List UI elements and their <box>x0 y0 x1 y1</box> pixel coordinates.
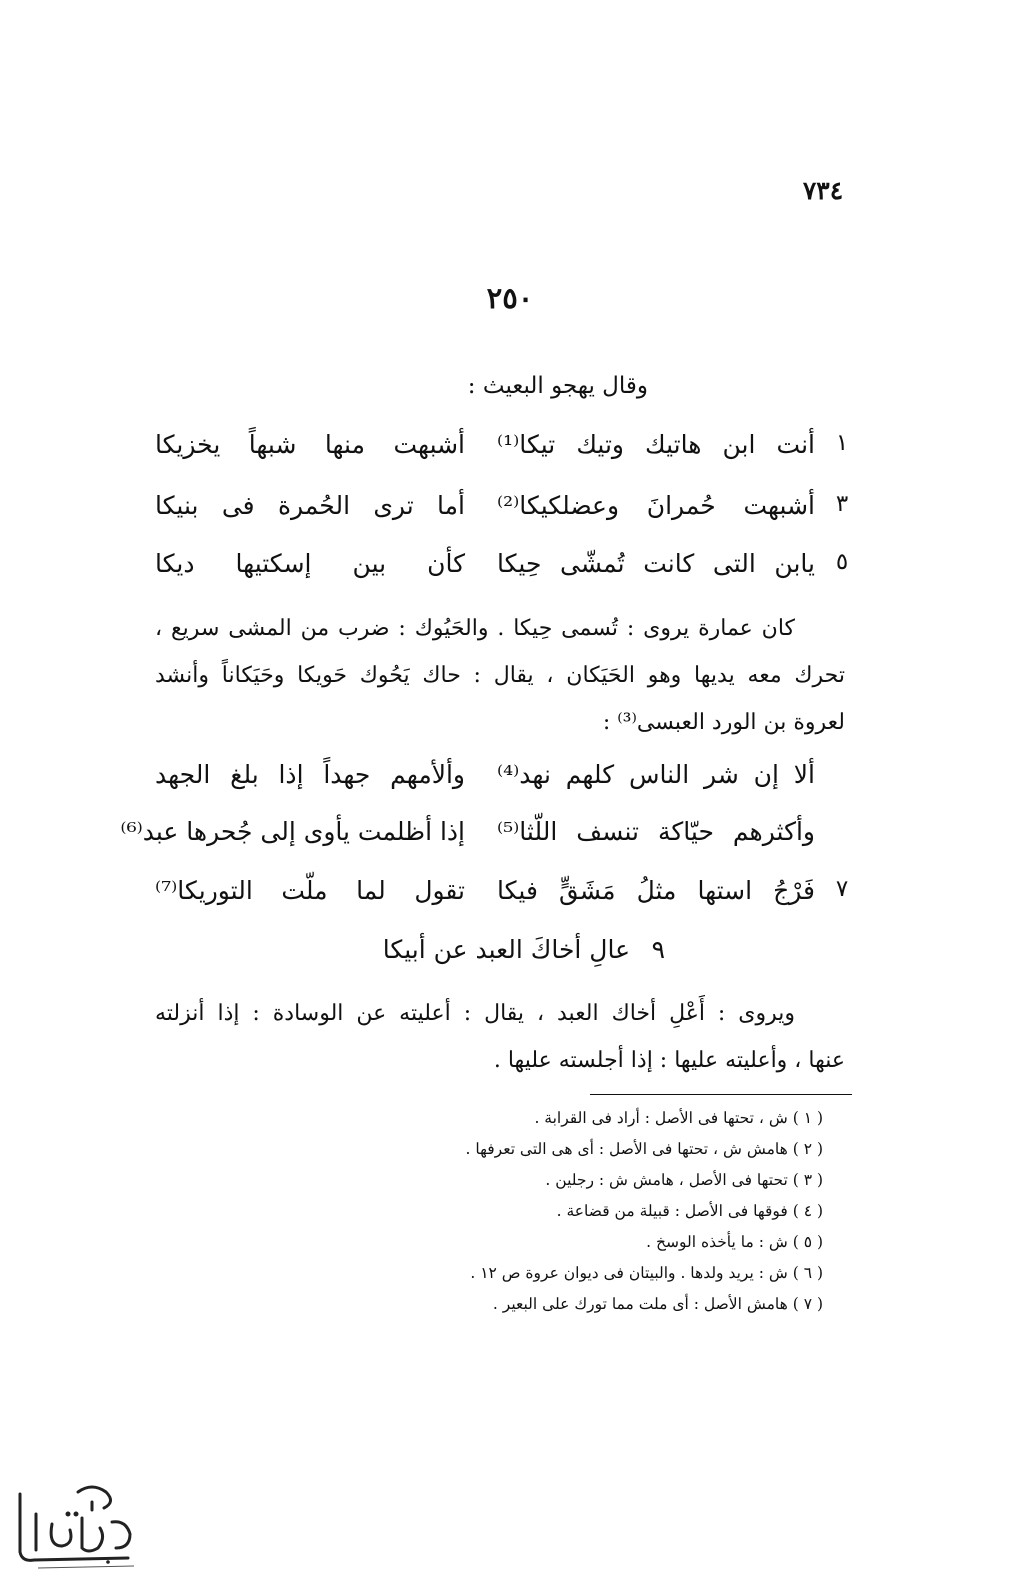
verse-number: ١ <box>835 430 849 456</box>
commentary-line: ويروى : أَعْلِ أخاك العبد ، يقال : أعليته عن الوسادة : إذا أنزلته <box>155 1001 795 1026</box>
commentary-line: لعروة بن الورد العبسى⁽³⁾ : <box>602 710 845 735</box>
verse-number: ٥ <box>835 549 849 575</box>
footnote: ( ١ ) ش ، تحتها فى الأصل : أراد فى القرابة . <box>534 1109 823 1127</box>
commentary-line: كان عمارة يروى : تُسمى حِيكا . والحَيُوك : ضرب من المشى سريع ، <box>155 616 795 641</box>
intro-line: وقال يهجو البعيث : <box>467 373 648 399</box>
quoted-verse-1 <box>155 760 855 804</box>
second-hemistich: تقول لما ملّت التوريكا⁽⁷⁾ <box>155 876 465 905</box>
first-hemistich: أشبهت حُمرانَ وعضلكيكا⁽²⁾ <box>497 491 815 520</box>
footnote: ( ٥ ) ش : ما يأخذه الوسخ . <box>646 1233 823 1251</box>
commentary-line: عنها ، وأعليته عليها : إذا أجلسته عليها . <box>493 1048 845 1073</box>
second-hemistich: أما ترى الحُمرة فى بنيكا <box>155 491 465 520</box>
footnote: ( ٢ ) هامش ش ، تحتها فى الأصل : أى هى التى تعرفها . <box>465 1140 823 1158</box>
first-hemistich: أنت ابن هاتيك وتيك تيكا⁽¹⁾ <box>497 430 815 459</box>
footnote-divider <box>590 1094 852 1095</box>
second-hemistich: أشبهت منها شبهاً يخزيكا <box>155 430 465 459</box>
footnote: ( ٣ ) تحتها فى الأصل ، هامش ش : رجلين . <box>545 1171 823 1189</box>
second-hemistich: كأن بين إسكتيها ديكا <box>155 549 465 578</box>
footnotes <box>203 1103 823 1320</box>
verse-9 <box>155 935 855 979</box>
commentary-block-2 <box>155 990 845 1084</box>
verse-3 <box>155 491 855 535</box>
first-hemistich: يابن التى كانت تُمشّى حِيكا <box>497 549 815 578</box>
first-hemistich: ألا إن شر الناس كلهم نهد⁽⁴⁾ <box>497 760 815 789</box>
verse-1 <box>155 430 855 474</box>
verse-number: ٩ <box>651 935 665 964</box>
poem-number: ٢٥٠ <box>486 281 534 315</box>
verse-number: ٣ <box>835 491 849 517</box>
footnote: ( ٧ ) هامش الأصل : أى ملت مما تورك على البعير . <box>492 1295 823 1313</box>
commentary-line: تحرك معه يديها وهو الحَيَكان ، يقال : حاك يَحُوك حَويكا وحَيَكاناً وأنشد <box>155 663 845 688</box>
footnote: ( ٤ ) فوقها فى الأصل : قبيلة من قضاعة . <box>556 1202 823 1220</box>
verse-5 <box>155 549 855 593</box>
single-hemistich: عالِ أخاكَ العبد عن أبيكا <box>382 935 630 964</box>
first-hemistich: وأكثرهم حيّاكة تنسف اللّثا⁽⁵⁾ <box>497 817 815 846</box>
verse-number: ٧ <box>835 876 849 902</box>
calligraphy-stamp-logo <box>8 1474 148 1574</box>
first-hemistich: فَرْجُ استها مثلُ مَشَقٍّ فيكا <box>497 876 815 905</box>
footnote: ( ٦ ) ش : يريد ولدها . والبيتان فى ديوان عروة ص ١٢ . <box>470 1264 823 1282</box>
second-hemistich: وألأمهم جهداً إذا بلغ الجهد <box>155 760 465 789</box>
second-hemistich: إذا أظلمت يأوى إلى جُحرها عبد⁽⁶⁾ <box>120 817 465 846</box>
commentary-block-1 <box>155 605 845 746</box>
quoted-verse-2 <box>120 817 855 861</box>
page-number: ٧٣٤ <box>802 176 844 205</box>
verse-7 <box>155 876 855 920</box>
